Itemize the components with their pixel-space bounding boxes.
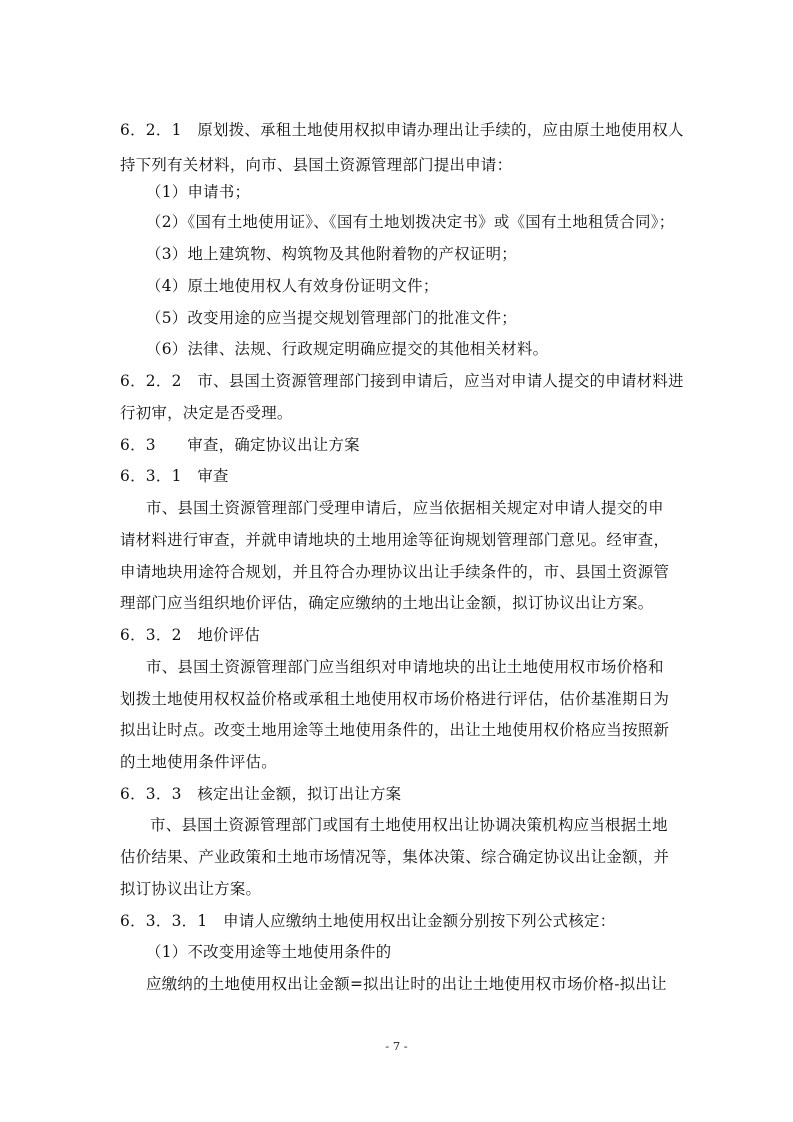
heading-6-3-1: 6．3．1 审查 bbox=[120, 467, 229, 485]
page-number: - 7 - bbox=[385, 1039, 408, 1053]
clause-6-3-3-1: 6．3．3．1 申请人应缴纳土地使用权出让金额分别按下列公式核定： bbox=[120, 912, 616, 930]
clause-6-2-2: 6．2．2 市、县国土资源管理部门接到申请后，应当对申请人提交的申请材料进 bbox=[120, 372, 684, 390]
paragraph-line: 市、县国土资源管理部门或国有土地使用权出让协调决策机构应当根据土地 bbox=[150, 816, 668, 834]
text-line: 持下列有关材料，向市、县国土资源管理部门提出申请： bbox=[120, 156, 513, 174]
heading-6-3-3: 6．3．3 核定出让金额，拟订出让方案 bbox=[120, 785, 402, 803]
paragraph-line: 的土地使用条件评估。 bbox=[120, 753, 277, 771]
paragraph-line: 拟订协议出让方案。 bbox=[120, 880, 262, 898]
paragraph-line: 估价结果、产业政策和土地市场情况等，集体决策、综合确定协议出让金额，并 bbox=[120, 848, 670, 866]
paragraph-line: 请材料进行审查，并就申请地块的土地用途等征询规划管理部门意见。经审查， bbox=[120, 531, 670, 549]
paragraph-line: 市、县国土资源管理部门应当组织对申请地块的出让土地使用权市场价格和 bbox=[146, 658, 664, 676]
paragraph-line: 申请地块用途符合规划，并且符合办理协议出让手续条件的，市、县国土资源管 bbox=[120, 563, 670, 581]
heading-6-3-2: 6．3．2 地价评估 bbox=[120, 626, 261, 644]
list-item-3: （3）地上建筑物、构筑物及其他附着物的产权证明； bbox=[146, 245, 517, 263]
text-line: 行初审，决定是否受理。 bbox=[120, 404, 293, 422]
list-item-5: （5）改变用途的应当提交规划管理部门的批准文件； bbox=[146, 309, 517, 327]
list-item-1: （1）不改变用途等土地使用条件的 bbox=[146, 943, 392, 961]
clause-6-2-1: 6．2．1 原划拨、承租土地使用权拟申请办理出让手续的，应由原土地使用权人 bbox=[120, 121, 684, 139]
heading-6-3: 6．3 审查，确定协议出让方案 bbox=[120, 436, 360, 454]
paragraph-line: 理部门应当组织地价评估，确定应缴纳的土地出让金额，拟订协议出让方案。 bbox=[120, 594, 654, 612]
formula-line: 应缴纳的土地使用权出让金额=拟出让时的出让土地使用权市场价格-拟出让 bbox=[146, 975, 667, 993]
list-item-4: （4）原土地使用权人有效身份证明文件； bbox=[146, 277, 439, 295]
paragraph-line: 划拨土地使用权权益价格或承租土地使用权市场价格进行评估，估价基准期日为 bbox=[120, 690, 670, 708]
paragraph-line: 市、县国土资源管理部门受理申请后，应当依据相关规定对申请人提交的申 bbox=[146, 499, 664, 517]
list-item-6: （6）法律、法规、行政规定明确应提交的其他相关材料。 bbox=[146, 340, 549, 358]
paragraph-line: 拟出让时点。改变土地用途等土地使用条件的，出让土地使用权价格应当按照新 bbox=[120, 721, 670, 739]
list-item-1: （1）申请书； bbox=[146, 183, 251, 201]
list-item-2: （2）《国有土地使用证》、《国有土地划拨决定书》或《国有土地租赁合同》； bbox=[146, 213, 675, 231]
